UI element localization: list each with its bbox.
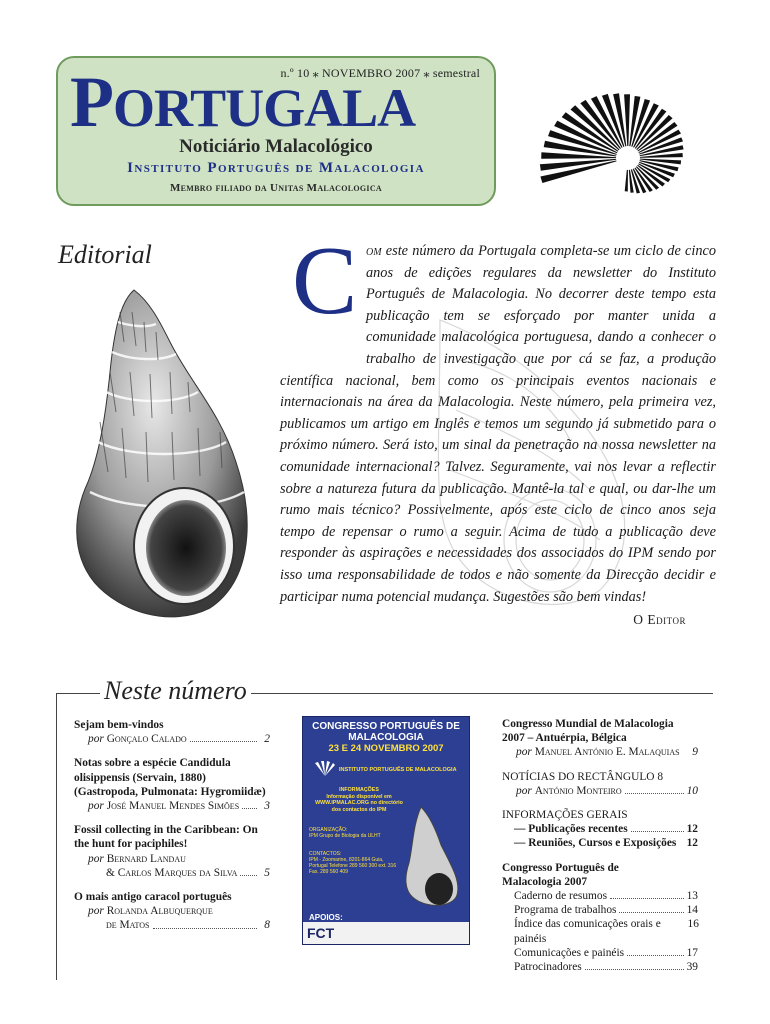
- toc-entry-title: Congresso Mundial de Malacologia 2007 – Antuérpia, Bélgica: [502, 718, 674, 745]
- editorial-text: [280, 241, 716, 608]
- poster-dates: 23 E 24 NOVEMBRO 2007: [328, 743, 444, 754]
- author-prefix: por: [88, 800, 104, 813]
- poster-spiral-icon: [313, 761, 337, 777]
- masthead: [56, 56, 496, 206]
- toc-page: 5: [264, 866, 270, 879]
- newsletter-subtitle: Noticiário Malacológico: [179, 136, 373, 157]
- toc-sub-item: [502, 946, 698, 960]
- toc-sub-item: [502, 903, 698, 917]
- author-name: António Monteiro: [534, 784, 622, 797]
- toc-entry-author: [74, 732, 270, 746]
- poster-contacts-text: IPM - Zoomarine, 8201-864 Guia, Portugal Telefone 289 560 300 ext. 316 Fax. 289 560 409: [309, 857, 397, 875]
- toc-sub-item: [502, 822, 698, 836]
- toc-page: 8: [264, 919, 270, 932]
- toc-entry-author: [74, 904, 270, 918]
- author-prefix: por: [88, 852, 104, 865]
- poster-sponsor-fct: FCT: [307, 925, 335, 941]
- author-name: José Manuel Mendes Simões: [106, 800, 240, 813]
- shell-illustration: [60, 282, 270, 620]
- toc-sub-label: Comunicações e painéis: [514, 946, 625, 959]
- toc-entry-author: [74, 799, 270, 813]
- toc-page: 10: [686, 784, 698, 797]
- author-name: Manuel António E. Malaquias: [534, 746, 680, 759]
- editor-signature: O Editor: [633, 612, 686, 627]
- author-name-2: & Carlos Marques da Silva: [106, 866, 238, 879]
- toc-page: 13: [686, 890, 698, 903]
- toc-entry-author: [502, 784, 698, 798]
- author-name-2: de Matos: [106, 919, 150, 932]
- editorial-lead: om: [366, 243, 382, 259]
- author-prefix: por: [88, 733, 104, 746]
- toc-page: 16: [687, 918, 699, 931]
- toc-entry-author: [74, 852, 270, 866]
- toc-entry-author-2: [74, 918, 270, 932]
- toc-entry: [502, 861, 698, 975]
- toc-entry: [502, 717, 698, 760]
- toc-entry: [502, 808, 698, 851]
- toc-entry-title: NOTÍCIAS DO RECTÂNGULO 8: [502, 770, 664, 783]
- poster-apoios: APOIOS:: [309, 913, 343, 922]
- poster-info-text: Informação disponível em WWW.IPMALAC.ORG no directório dos contactos do IPM: [315, 793, 403, 813]
- editorial-body: este número da Portugala completa-se um ciclo de cinco anos de edições regulares da newsletter do Instituto Português de Malacologia. No decorrer deste tempo esta publicação tem se esforçado por manter unida a comunidade malacológica portuguesa, dando a conhecer o trabalho de investigação que por cá se faz, a produção científica nacional, bem como os principais eventos nacionais e internacionais na área da Malacologia. Neste número, pela primeira vez, publicamos um artigo em Inglês e temos um segundo já submetido para o próximo número. Será isto, um sinal da penetração na nossa newsletter na comunidade internacional? Talvez. Seguramente, vai nos levar a reflectir sobre a natureza futura da publicação. Mantê-la tal e qual, ou dar-lhe um rumo mais técnico? Possivelmente, após este ciclo de cinco anos seja tempo de repensar o rumo a seguir. Acima de tudo a publicação deve responder às aspirações e necessidades dos associados do IPM sendo por isso uma responsabilidade de todos e não somente da Direcção decidir e participar numa potencial mudança. Sugestões são bem vindas!: [280, 243, 716, 605]
- toc-entry: [74, 756, 270, 813]
- toc-sub-label: Programa de trabalhos: [514, 904, 617, 917]
- poster-info-heading: INFORMAÇÕES: [339, 787, 379, 793]
- editorial-dropcap: C: [292, 227, 358, 335]
- poster-institute: INSTITUTO PORTUGUÊS DE MALACOLOGIA: [339, 767, 457, 773]
- toc-sub-item: [502, 917, 698, 945]
- poster-info: [313, 787, 405, 813]
- toc-sub-item: [502, 836, 698, 850]
- toc-entry: [74, 823, 270, 880]
- toc-entry-author: [502, 745, 698, 759]
- toc-sub-label: Índice das comunicações orais e painéis: [514, 918, 661, 945]
- toc-page: 3: [264, 800, 270, 813]
- toc-page: 9: [692, 746, 698, 759]
- poster-organization: [309, 827, 399, 839]
- toc-page: 17: [686, 946, 698, 959]
- toc-entry-title: Notas sobre a espécie Candidula olisippensis (Servain, 1880) (Gastropoda, Pulmonata: Hygromiidæ): [74, 757, 266, 798]
- spiral-shell-logo-icon: [528, 62, 724, 210]
- poster-org-text: IPM Grupo de Biologia da ULHT: [309, 833, 381, 839]
- contents-title: Neste número: [100, 676, 251, 706]
- toc-sub-label: — Reuniões, Cursos e Exposições: [514, 837, 677, 850]
- membership-line: Membro filiado da Unitas Malacologica: [169, 182, 382, 194]
- newsletter-logo: [70, 62, 416, 142]
- congress-poster: [302, 716, 470, 945]
- toc-page: 39: [686, 961, 698, 974]
- toc-sub-label: — Publicações recentes: [514, 823, 628, 836]
- toc-entry-author-2: [74, 866, 270, 880]
- author-prefix: por: [516, 784, 532, 797]
- toc-sub-item: [502, 889, 698, 903]
- toc-entry: [74, 718, 270, 746]
- author-prefix: por: [516, 746, 532, 759]
- poster-shell-image: [399, 805, 463, 909]
- author-name: Bernard Landau: [106, 852, 186, 865]
- toc-page: 14: [686, 904, 698, 917]
- toc-entry-title: INFORMAÇÕES GERAIS: [502, 809, 628, 822]
- toc-sub-label: Caderno de resumos: [514, 890, 607, 903]
- toc-entry: [74, 890, 270, 933]
- toc-entry: [502, 770, 698, 798]
- logo-rest: ORTUGALA: [112, 78, 416, 138]
- toc-page: 12: [686, 823, 698, 836]
- editorial-heading: Editorial: [58, 240, 152, 269]
- toc-sub-label: Patrocinadores: [514, 961, 582, 974]
- toc-page: 2: [264, 733, 270, 746]
- institute-name: Instituto Português de Malacologia: [127, 160, 425, 176]
- toc-left-column: [74, 718, 270, 943]
- toc-entry-title: O mais antigo caracol português: [74, 891, 232, 904]
- poster-org-heading: ORGANIZAÇÃO:: [309, 827, 348, 833]
- author-name: Gonçalo Calado: [106, 733, 187, 746]
- toc-entry-title: Congresso Português de Malacologia 2007: [502, 861, 619, 888]
- toc-entry-title: Fossil collecting in the Caribbean: On the hunt for paciphiles!: [74, 824, 258, 851]
- logo-first-letter: P: [70, 62, 113, 142]
- author-name: Rolanda Albuquerque: [106, 905, 213, 918]
- toc-page: 12: [686, 837, 698, 850]
- toc-entry-title: Sejam bem-vindos: [74, 719, 164, 731]
- author-prefix: por: [88, 905, 104, 918]
- toc-sub-item: [502, 960, 698, 974]
- toc-right-column: [502, 717, 698, 984]
- poster-title: CONGRESSO PORTUGUÊS DE MALACOLOGIA: [312, 721, 460, 743]
- issue-line: n.º 10 ⁎ NOVEMBRO 2007 ⁎ semestral: [280, 66, 480, 80]
- poster-contacts-heading: CONTACTOS:: [309, 851, 342, 857]
- poster-contacts: [309, 851, 399, 875]
